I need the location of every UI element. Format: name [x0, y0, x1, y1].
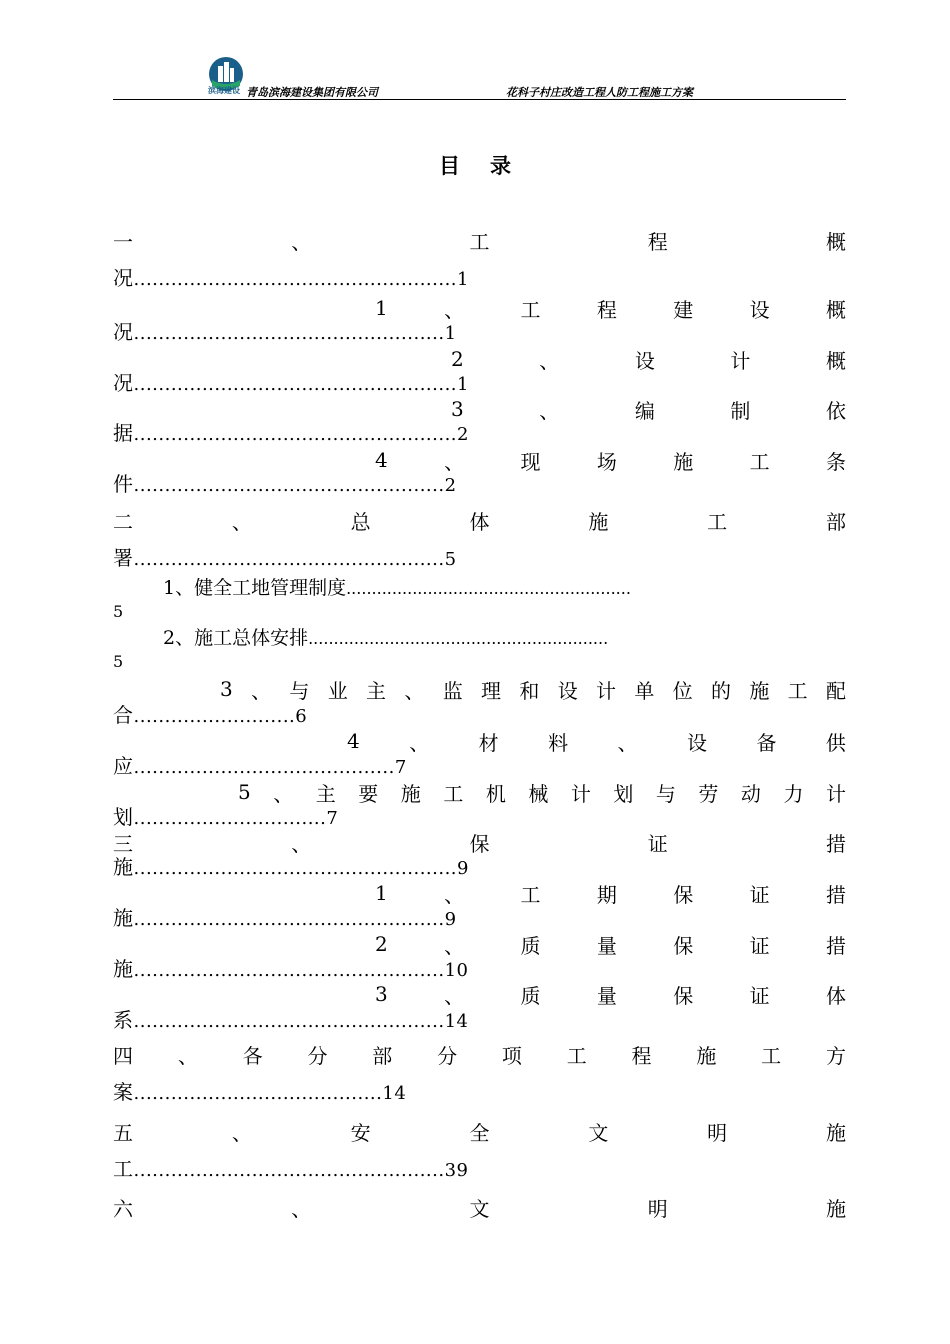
toc-page-number: 7: [394, 757, 407, 778]
toc-page-number: 39: [444, 1160, 469, 1181]
toc-heading-char: 4: [375, 448, 388, 472]
toc-heading-char: 措: [825, 882, 846, 907]
toc-heading-char: 监: [442, 678, 463, 703]
toc-entry-heading[interactable]: [113, 1195, 846, 1219]
toc-entry-heading[interactable]: [375, 448, 846, 472]
toc-heading-char: 业: [327, 678, 348, 703]
toc-heading-char: 划: [613, 781, 634, 806]
toc-entry-leader: [113, 906, 457, 930]
toc-page-number: 2: [444, 475, 457, 496]
toc-heading-char: 主: [366, 678, 387, 703]
toc-entry-leader: [113, 320, 457, 344]
toc-heading-char: 各: [242, 1043, 263, 1068]
toc-heading-last-char: 工: [113, 1157, 134, 1181]
toc-heading-char: 械: [528, 781, 549, 806]
toc-heading-char: 、: [539, 348, 560, 373]
toc-heading-char: 文: [588, 1120, 609, 1145]
toc-heading-char: 、: [291, 229, 312, 254]
toc-heading-char: 工: [787, 678, 808, 703]
toc-entry-text: 2、施工总体安排: [163, 627, 309, 649]
toc-heading-char: 、: [291, 1196, 312, 1221]
toc-heading-char: 计: [570, 781, 591, 806]
toc-heading-char: 计: [730, 348, 751, 373]
toc-heading-char: 制: [730, 398, 751, 423]
toc-heading-char: 、: [539, 398, 560, 423]
toc-heading-char: 位: [672, 678, 693, 703]
toc-entry-heading[interactable]: [451, 347, 846, 371]
toc-heading-char: 质: [520, 983, 541, 1008]
toc-heading-char: 总: [350, 509, 371, 534]
toc-entry-leader: [113, 1008, 469, 1032]
header-rule: [113, 99, 846, 100]
toc-leader-dots: ..................................................: [133, 475, 445, 496]
toc-heading-char: 条: [825, 449, 846, 474]
toc-entry-leader: [113, 957, 469, 981]
toc-leader-dots: ..................................................: [133, 1011, 445, 1032]
toc-entry-leader: [113, 1157, 469, 1181]
toc-heading-char: 施: [588, 509, 609, 534]
toc-heading-char: 、: [409, 730, 430, 755]
toc-entry-heading[interactable]: [113, 228, 846, 252]
toc-heading-last-char: 件: [113, 472, 134, 496]
toc-heading-char: 计: [825, 781, 846, 806]
toc-page-number: 9: [444, 909, 457, 930]
toc-heading-char: 质: [520, 933, 541, 958]
toc-leader-dots: ........................................................: [346, 579, 631, 598]
toc-heading-char: 施: [400, 781, 421, 806]
toc-heading-char: 计: [596, 678, 617, 703]
toc-heading-char: 、: [273, 781, 294, 806]
toc-heading-char: 力: [783, 781, 804, 806]
toc-leader-dots: ...............................: [133, 808, 327, 829]
toc-heading-char: 工: [566, 1043, 587, 1068]
toc-leader-dots: ..................................................: [133, 1160, 445, 1181]
toc-heading-char: 3: [451, 397, 464, 421]
toc-page-number: 7: [326, 808, 339, 829]
toc-heading-char: 3: [375, 982, 388, 1006]
toc-entry-heading[interactable]: [113, 1119, 846, 1143]
toc-heading-char: 3: [220, 677, 233, 701]
toc-heading-char: 工: [469, 229, 490, 254]
toc-heading-char: 、: [617, 730, 638, 755]
toc-heading-last-char: 应: [113, 754, 134, 778]
toc-entry-heading[interactable]: [375, 881, 846, 905]
toc-heading-char: 概: [825, 297, 846, 322]
toc-entry-leader: [113, 371, 469, 395]
toc-heading-char: 供: [825, 730, 846, 755]
toc-page-number: 5: [113, 652, 124, 671]
toc-heading-char: 量: [596, 933, 617, 958]
toc-heading-char: 工: [520, 297, 541, 322]
toc-heading-char: 四: [113, 1043, 133, 1068]
toc-page-number: 1: [444, 323, 457, 344]
company-name: 青岛滨海建设集团有限公司: [246, 86, 378, 99]
toc-heading-char: 施: [749, 678, 770, 703]
toc-entry-text: 1、健全工地管理制度: [163, 577, 347, 599]
toc-leader-dots: ....................................................: [133, 374, 458, 395]
toc-entry-heading[interactable]: [113, 1042, 846, 1066]
toc-heading-char: 保: [469, 831, 490, 856]
toc-entry[interactable]: [163, 626, 608, 650]
toc-entry-heading[interactable]: [375, 932, 846, 956]
toc-entry-heading[interactable]: [238, 780, 846, 804]
toc-heading-char: 部: [372, 1043, 393, 1068]
toc-heading-char: 编: [634, 398, 655, 423]
toc-heading-char: 、: [444, 297, 465, 322]
toc-page-number: 10: [444, 960, 469, 981]
toc-heading-char: 六: [113, 1196, 133, 1221]
toc-leader-dots: ...........................................................: [308, 629, 609, 648]
toc-entry-heading[interactable]: [451, 397, 846, 421]
toc-heading-char: 工: [707, 509, 728, 534]
toc-heading-char: 明: [707, 1120, 728, 1145]
toc-leader-dots: ..................................................: [133, 549, 445, 570]
toc-leader-dots: ....................................................: [133, 269, 458, 290]
toc-heading-char: 部: [825, 509, 846, 534]
toc-heading-char: 施: [825, 1120, 846, 1145]
logo-text: 滨海建设: [208, 85, 240, 95]
toc-heading-char: 文: [469, 1196, 490, 1221]
toc-leader-dots: ....................................................: [133, 424, 458, 445]
toc-entry-leader: [113, 266, 469, 290]
toc-heading-char: 5: [238, 780, 251, 804]
toc-heading-char: 动: [740, 781, 761, 806]
toc-heading-char: 分: [307, 1043, 328, 1068]
toc-page-number: 14: [444, 1011, 469, 1032]
toc-heading-last-char: 据: [113, 421, 134, 445]
toc-leader-dots: ..................................................: [133, 909, 445, 930]
toc-heading-char: 二: [113, 509, 133, 534]
toc-entry-leader: [113, 855, 469, 879]
toc-heading-char: 程: [596, 297, 617, 322]
toc-heading-char: 、: [444, 933, 465, 958]
toc-entry-leader: [113, 421, 469, 445]
toc-entry[interactable]: [163, 576, 631, 600]
toc-entry-heading[interactable]: [375, 982, 846, 1006]
toc-heading-char: 项: [501, 1043, 522, 1068]
toc-heading-last-char: 系: [113, 1008, 134, 1032]
toc-leader-dots: ..................................................: [133, 323, 445, 344]
toc-page-number: 5: [113, 602, 124, 621]
toc-heading-char: 配: [825, 678, 846, 703]
toc-heading-char: 安: [350, 1120, 371, 1145]
toc-heading-char: 单: [634, 678, 655, 703]
toc-heading-char: 概: [825, 348, 846, 373]
toc-heading-last-char: 施: [113, 957, 134, 981]
toc-heading-char: 、: [444, 882, 465, 907]
toc-heading-char: 、: [177, 1043, 198, 1068]
toc-entry-leader: [113, 805, 338, 829]
project-name: 花科子村庄改造工程人防工程施工方案: [506, 86, 693, 99]
toc-entry-heading[interactable]: [347, 729, 846, 753]
toc-heading-char: 设: [687, 730, 707, 755]
toc-page-number: 9: [457, 858, 469, 879]
toc-heading-last-char: 合: [113, 703, 134, 727]
page-title: 目录: [439, 153, 541, 178]
toc-heading-char: 工: [749, 449, 770, 474]
toc-heading-last-char: 况: [113, 266, 134, 290]
toc-heading-last-char: 况: [113, 371, 134, 395]
toc-heading-char: 五: [113, 1120, 133, 1145]
toc-heading-char: 2: [375, 932, 388, 956]
toc-heading-char: 理: [481, 678, 502, 703]
toc-heading-char: 场: [596, 449, 617, 474]
toc-heading-char: 劳: [698, 781, 719, 806]
page-header: [113, 52, 846, 102]
toc-heading-last-char: 施: [113, 906, 134, 930]
toc-leader-dots: ..........................: [133, 706, 296, 727]
toc-heading-last-char: 施: [113, 855, 134, 879]
toc-heading-char: 施: [826, 1196, 846, 1221]
toc-heading-char: 2: [451, 347, 464, 371]
toc-page-number: 1: [457, 269, 469, 290]
toc-heading-last-char: 况: [113, 320, 134, 344]
toc-heading-char: 证: [749, 882, 770, 907]
toc-heading-char: 工: [443, 781, 464, 806]
toc-heading-char: 程: [647, 229, 668, 254]
toc-heading-char: 的: [711, 678, 731, 703]
toc-entry-leader: [113, 703, 307, 727]
toc-heading-char: 证: [749, 983, 770, 1008]
toc-leader-dots: ..........................................: [133, 757, 395, 778]
toc-heading-char: 明: [647, 1196, 668, 1221]
toc-heading-char: 证: [749, 933, 770, 958]
toc-heading-char: 材: [478, 730, 499, 755]
toc-entry-heading[interactable]: [375, 296, 846, 320]
toc-leader-dots: ..................................................: [133, 960, 445, 981]
toc-heading-char: 体: [469, 509, 490, 534]
toc-heading-char: 1: [375, 881, 388, 905]
toc-heading-char: 概: [826, 229, 846, 254]
toc-heading-char: 与: [289, 678, 310, 703]
toc-heading-char: 量: [596, 983, 617, 1008]
toc-heading-char: 分: [437, 1043, 458, 1068]
toc-heading-char: 体: [825, 983, 846, 1008]
toc-heading-char: 备: [756, 730, 777, 755]
toc-heading-char: 4: [347, 729, 360, 753]
toc-page-number: 5: [444, 549, 457, 570]
toc-heading-char: 三: [113, 831, 133, 856]
toc-heading-char: 期: [596, 882, 617, 907]
toc-heading-char: 、: [251, 678, 272, 703]
toc-heading-char: 工: [520, 882, 541, 907]
toc-page-number: 6: [295, 706, 308, 727]
toc-page-number: 1: [457, 374, 469, 395]
toc-heading-char: 要: [358, 781, 379, 806]
toc-heading-char: 保: [673, 933, 694, 958]
toc-heading-char: 保: [673, 983, 694, 1008]
toc-heading-char: 保: [673, 882, 694, 907]
toc-heading-char: 证: [647, 831, 668, 856]
toc-heading-char: 、: [444, 983, 465, 1008]
toc-heading-char: 与: [655, 781, 676, 806]
toc-heading-char: 程: [631, 1043, 652, 1068]
toc-heading-char: 、: [231, 1120, 252, 1145]
toc-heading-char: 、: [404, 678, 425, 703]
toc-heading-char: 一: [113, 229, 133, 254]
toc-heading-char: 建: [673, 297, 694, 322]
toc-heading-char: 料: [548, 730, 569, 755]
toc-page-number: 2: [457, 424, 469, 445]
toc-heading-char: 、: [444, 449, 465, 474]
toc-heading-last-char: 划: [113, 805, 134, 829]
toc-heading-char: 1: [375, 296, 388, 320]
toc-heading-char: 、: [231, 509, 252, 534]
toc-heading-char: 措: [825, 933, 846, 958]
toc-heading-char: 措: [826, 831, 846, 856]
toc-heading-char: 全: [469, 1120, 490, 1145]
toc-heading-last-char: 案: [113, 1080, 134, 1104]
toc-heading-char: 施: [696, 1043, 717, 1068]
toc-entry-heading[interactable]: [113, 830, 846, 854]
toc-entry-heading[interactable]: [113, 508, 846, 532]
toc-entry-leader: [113, 546, 457, 570]
toc-heading-char: 依: [825, 398, 846, 423]
toc-heading-char: 和: [519, 678, 540, 703]
toc-entry-leader: [113, 754, 407, 778]
toc-heading-char: 设: [557, 678, 578, 703]
toc-heading-last-char: 署: [113, 546, 134, 570]
toc-heading-char: 机: [485, 781, 506, 806]
toc-heading-char: 现: [520, 449, 541, 474]
toc-heading-char: 、: [291, 831, 312, 856]
toc-entry-heading[interactable]: [220, 677, 846, 701]
toc-heading-char: 方: [825, 1043, 846, 1068]
toc-heading-char: 设: [749, 297, 770, 322]
toc-entry-leader: [113, 1080, 406, 1104]
toc-heading-char: 工: [761, 1043, 782, 1068]
toc-leader-dots: ....................................................: [133, 858, 458, 879]
toc-leader-dots: ........................................: [133, 1083, 383, 1104]
toc-page-number: 14: [382, 1083, 407, 1104]
toc-entry-leader: [113, 472, 457, 496]
toc-heading-char: 主: [315, 781, 336, 806]
toc-heading-char: 施: [673, 449, 694, 474]
toc-heading-char: 设: [634, 348, 655, 373]
